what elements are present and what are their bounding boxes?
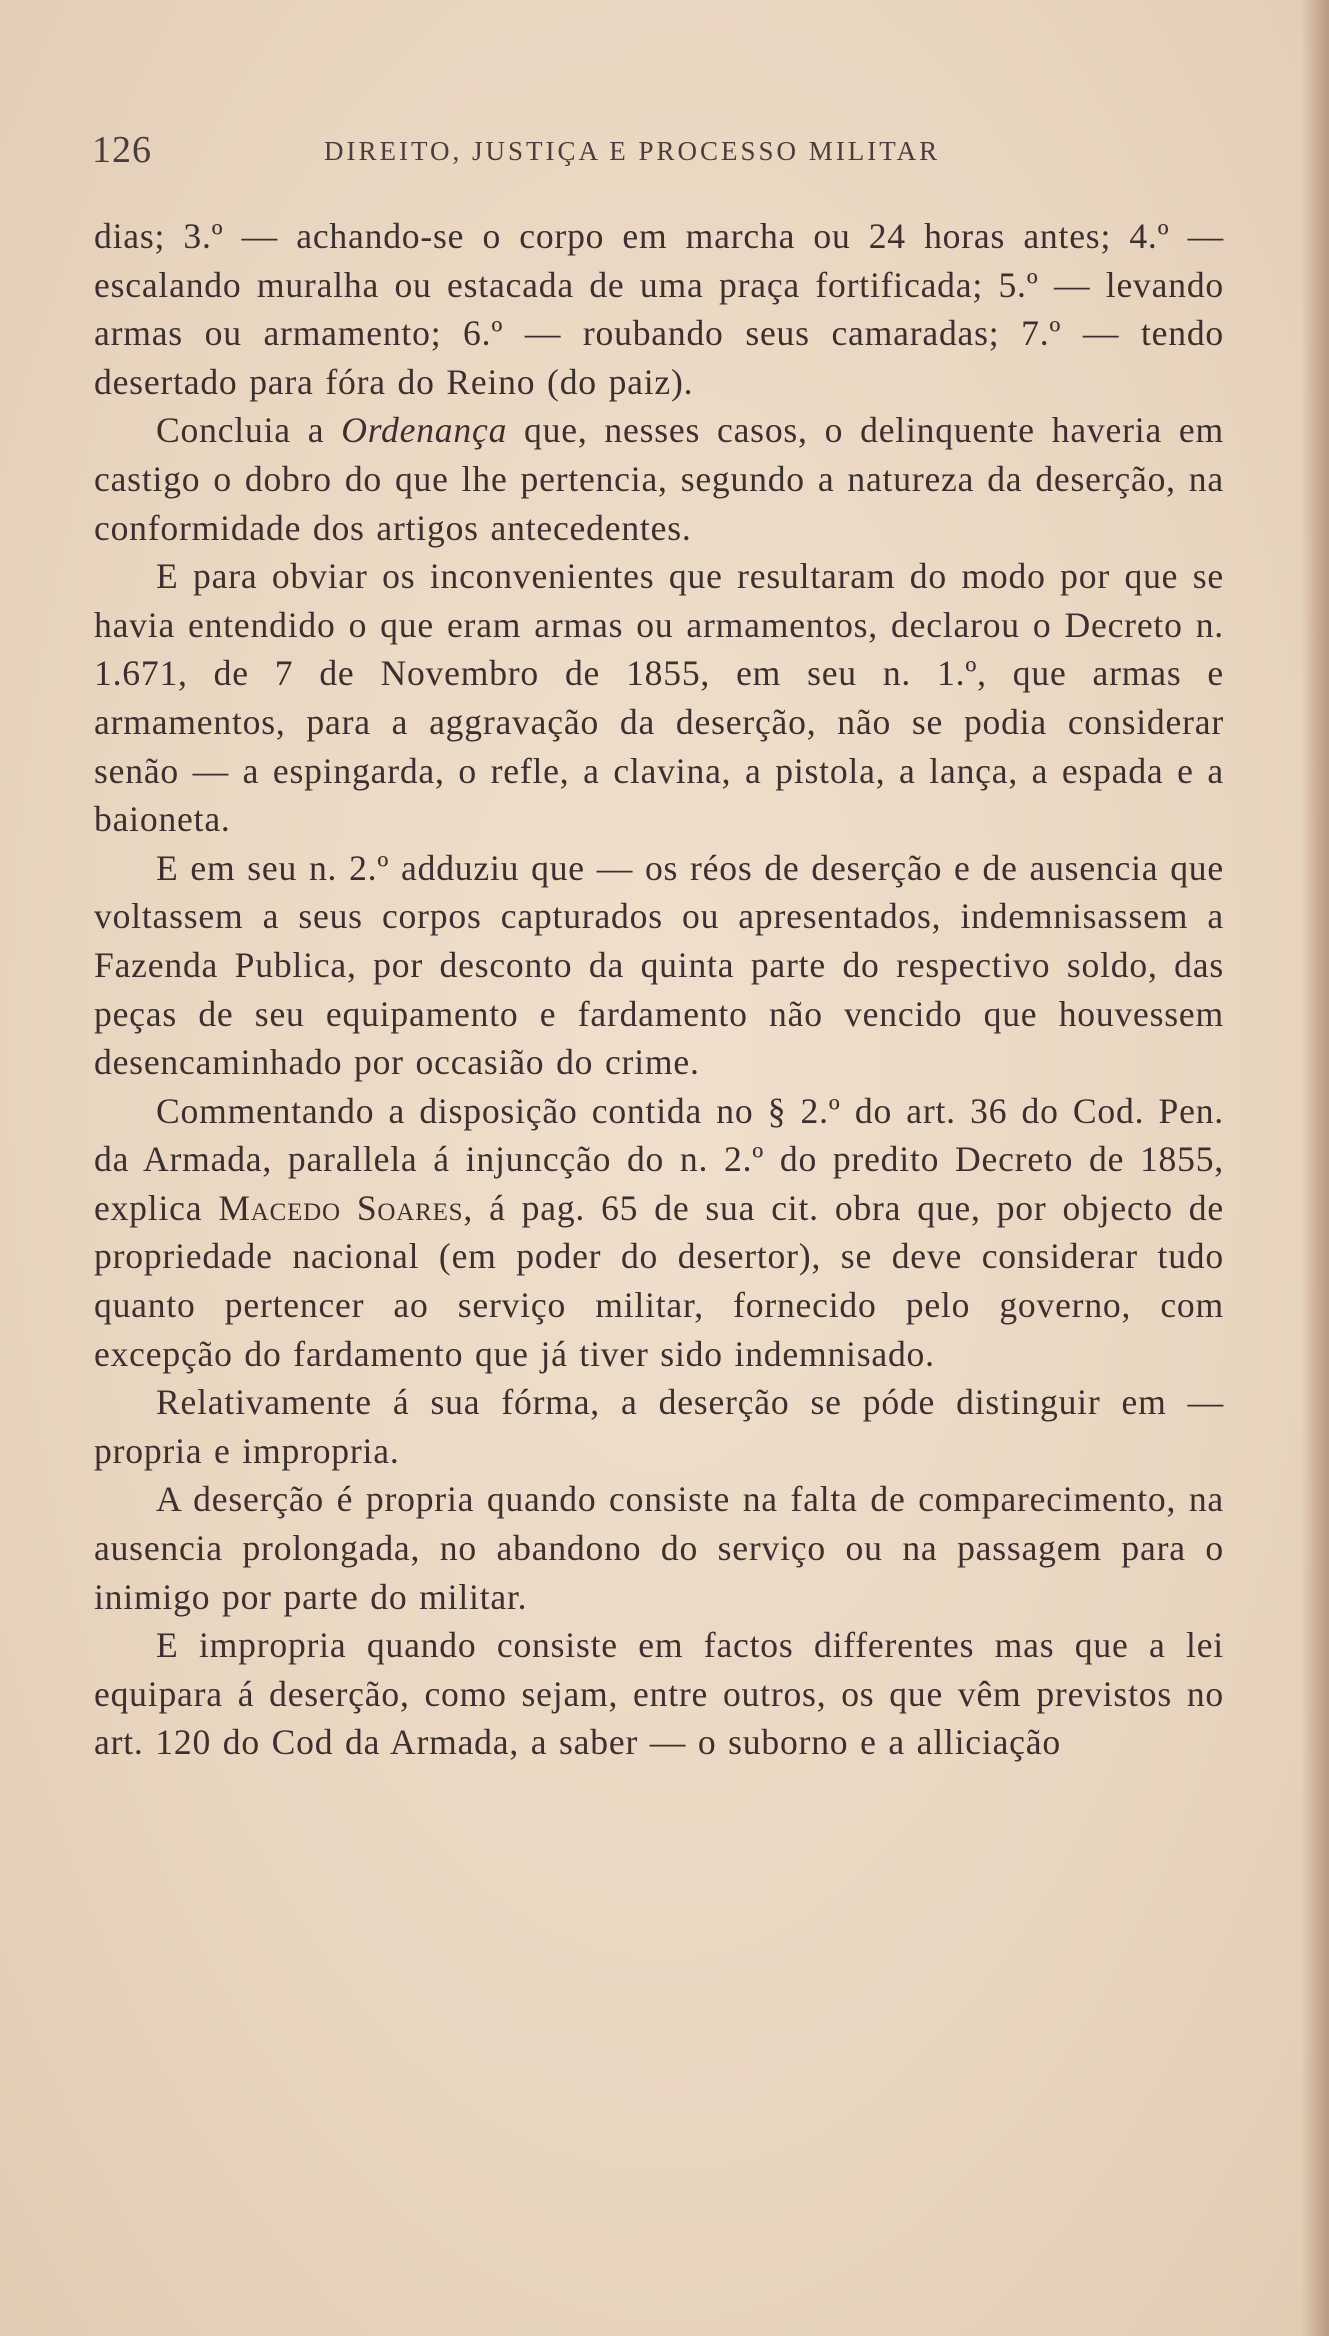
paragraph-5 bbox=[94, 1087, 1224, 1379]
paragraph-4: E em seu n. 2.º adduziu que — os réos de deserção e de ausencia que voltassem a seus corpos capturados ou apresentados, indemnisassem a Fazenda Publica, por desconto da quinta parte do respectivo soldo, das peças de seu equipamento e fardamento não vencido que houvessem desencaminhado por occasião do crime. bbox=[94, 847, 1224, 1083]
ordenanca-italic: Ordenança bbox=[341, 410, 508, 451]
paragraph-2-start: Concluia a bbox=[156, 410, 342, 451]
paragraph-3: E para obviar os inconvenientes que resultaram do modo por que se havia entendido o que eram armas ou armamentos, declarou o Decreto n. 1.671, de 7 de Novembro de 1855, em seu n. 1.º, que armas e armamentos, para a aggravação da deserção, não se podia considerar senão — a espingarda, o refle, a clavina, a pistola, a lança, a espada e a baioneta. bbox=[94, 556, 1224, 840]
paragraph-8: E impropria quando consiste em factos differentes mas que a lei equipara á deserção, como sejam, entre outros, os que vêm previstos no art. 120 do Cod da Armada, a saber — o suborno e a alliciação bbox=[94, 1625, 1224, 1763]
page-header bbox=[92, 128, 1202, 178]
page-number: 126 bbox=[92, 129, 152, 171]
paragraph-5-start: Commentando a disposição contida no § 2.º do art. 36 do Cod. Pen. da Armada, parallela á injuncção do n. 2.º do predito Decreto de 1855, explica bbox=[94, 1090, 1224, 1228]
paragraph-7: A deserção é propria quando consiste na falta de comparecimento, na ausencia prolongada, no abandono do serviço ou na passagem para o inimigo por parte do militar. bbox=[94, 1479, 1224, 1617]
paragraph-6: Relativamente á sua fórma, a deserção se póde distinguir em — propria e impropria. bbox=[94, 1382, 1224, 1471]
paragraph-5-end: , á pag. 65 de sua cit. obra que, por objecto de propriedade nacional (em poder do desertor), se deve considerar tudo quanto pertencer ao serviço militar, fornecido pelo governo, com excepção do fardamento que já tiver sido indemnisado. bbox=[94, 1187, 1224, 1374]
body-text bbox=[94, 212, 1224, 1767]
page-edge-shadow bbox=[1301, 0, 1329, 2336]
paragraph-2 bbox=[94, 406, 1224, 552]
paragraph-1: dias; 3.º — achando-se o corpo em marcha ou 24 horas antes; 4.º — escalando muralha ou estacada de uma praça fortificada; 5.º — levando armas ou armamento; 6.º — roubando seus camaradas; 7.º — tendo desertado para fóra do Reino (do paiz). bbox=[94, 216, 1224, 402]
running-title: DIREITO, JUSTIÇA E PROCESSO MILITAR bbox=[324, 136, 941, 166]
author-name-smallcaps: Macedo Soares bbox=[218, 1187, 464, 1228]
paragraph-2-end: que, nesses casos, o delinquente haveria em castigo o dobro do que lhe pertencia, segundo a natureza da deserção, na conformidade dos artigos antecedentes. bbox=[94, 410, 1224, 548]
